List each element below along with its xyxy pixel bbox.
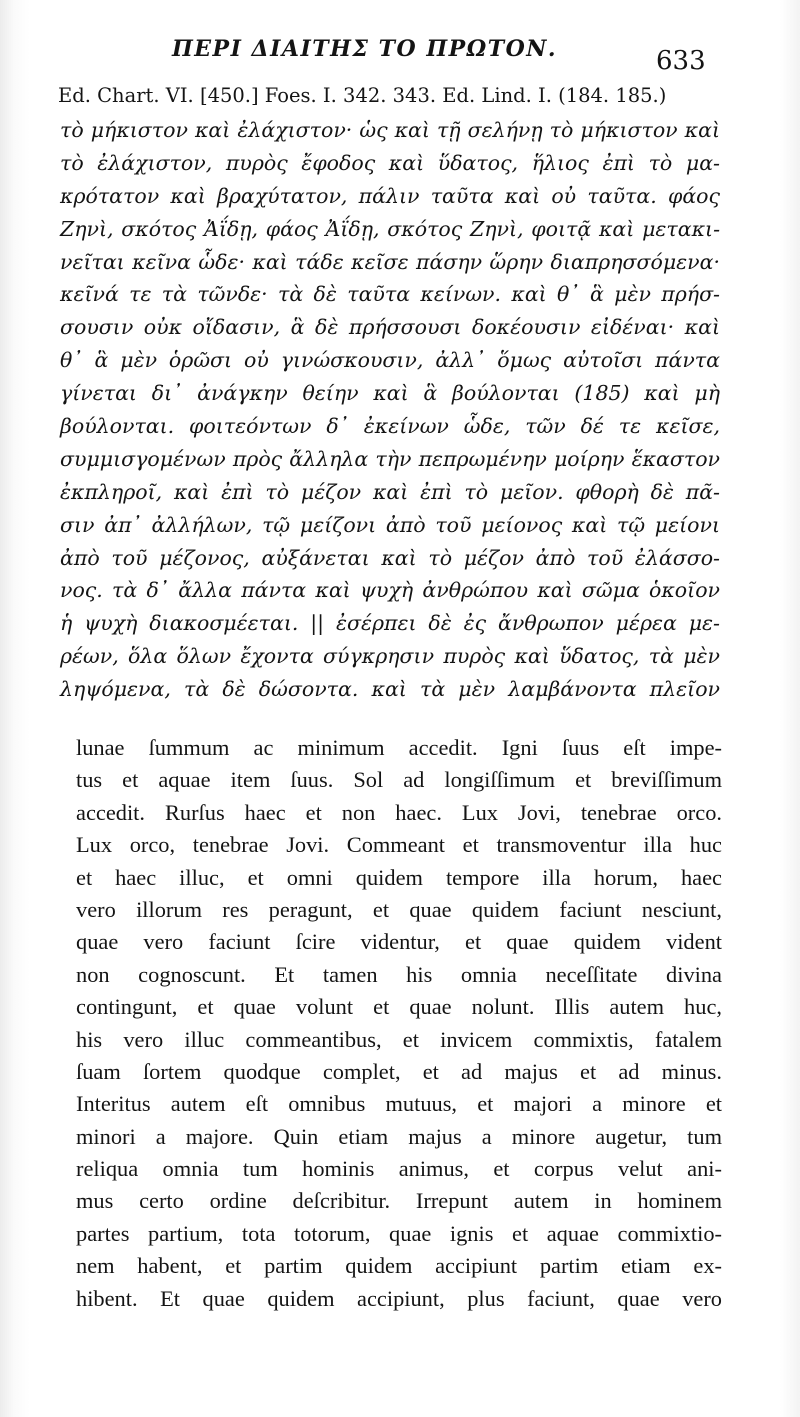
greek-text-line: ἡ ψυχὴ διακοσμέεται. || ἐσέρπει δὲ ἐς ἄνθρωπον μέρεα με-	[60, 611, 720, 636]
greek-text-line: σουσιν οὐκ οἴδασιν, ἃ δὲ πρήσσουσι δοκέουσιν εἰδέναι· καὶ	[60, 315, 720, 340]
latin-text-line: Lux orco, tenebrae Jovi. Commeant et transmoventur illa huc	[76, 832, 722, 858]
latin-text-line: ſuam ſortem quodque complet, et ad majus et ad minus.	[76, 1058, 722, 1084]
greek-text-line: ἐκπληροῖ, καὶ ἐπὶ τὸ μέζον καὶ ἐπὶ τὸ μεῖον. φθορὴ δὲ πᾶ-	[60, 479, 720, 504]
greek-text-line: ρέων, ὅλα ὅλων ἔχοντα σύγκρησιν πυρὸς καὶ ὕδατος, τὰ μὲν	[60, 644, 720, 669]
greek-text-line: ληψόμενα, τὰ δὲ δώσοντα. καὶ τὰ μὲν λαμβάνοντα πλεῖον	[60, 677, 720, 702]
greek-text-line: συμμισγομένων πρὸς ἄλληλα τὴν πεπρωμένην μοίρην ἕκαστον	[60, 446, 720, 471]
latin-text-line: contingunt, et quae volunt et quae nolunt. Illis autem huc,	[76, 994, 722, 1020]
greek-text-line: σιν ἀπ᾽ ἀλλήλων, τῷ μείζονι ἀπὸ τοῦ μείονος καὶ τῷ μείονι	[60, 512, 720, 537]
greek-text-line: θ᾽ ἃ μὲν ὁρῶσι οὐ γινώσκουσιν, ἀλλ᾽ ὅμως αὐτοῖσι πάντα	[60, 348, 720, 373]
greek-text-line: κεῖνά τε τὰ τῶνδε· τὰ δὲ ταῦτα κείνων. καὶ θ᾽ ἃ μὲν πρήσ-	[60, 282, 720, 307]
running-head: ΠΕΡΙ ΔΙΑΙΤΗΣ ΤΟ ΠΡΩΤΟΝ.	[172, 36, 558, 62]
greek-text-line: ἀπὸ τοῦ μέζονος, αὐξάνεται καὶ τὸ μέζον ἀπὸ τοῦ ἐλάσσο-	[60, 545, 720, 570]
greek-text-line: τὸ μήκιστον καὶ ἐλάχιστον· ὡς καὶ τῇ σελήνῃ τὸ μήκιστον καὶ	[60, 118, 720, 142]
latin-text-line: Interitus autem eſt omnibus mutuus, et majori a minore et	[76, 1091, 722, 1117]
latin-text-line: reliqua omnia tum hominis animus, et corpus velut ani-	[76, 1156, 722, 1182]
latin-translation-block	[76, 732, 722, 1315]
greek-text-line: κρότατον καὶ βραχύτατον, πάλιν ταῦτα καὶ οὐ ταῦτα. φάος	[60, 183, 720, 208]
greek-text-line: νεῖται κεῖνα ὧδε· καὶ τάδε κεῖσε πάσην ὥρην διαπρησσόμενα·	[60, 249, 720, 274]
page-number: 633	[656, 46, 706, 76]
greek-text-line: Ζηνὶ, σκότος Ἀΐδῃ, φάος Ἀΐδῃ, σκότος Ζηνὶ, φοιτᾷ καὶ μετακι-	[60, 216, 720, 241]
latin-text-line: hibent. Et quae quidem accipiunt, plus faciunt, quae vero	[76, 1285, 722, 1311]
greek-text-line: γίνεται δι᾽ ἀνάγκην θείην καὶ ἃ βούλονται (185) καὶ μὴ	[60, 381, 720, 406]
latin-text-line: non cognoscunt. Et tamen his omnia neceſſitate divina	[76, 961, 722, 987]
latin-text-line: tus et aquae item ſuus. Sol ad longiſſimum et breviſſimum	[76, 767, 722, 793]
latin-text-line: vero illorum res peragunt, et quae quidem faciunt nesciunt,	[76, 896, 722, 922]
greek-text-line: βούλονται. φοιτεόντων δ᾽ ἐκείνων ὧδε, τῶν δέ τε κεῖσε,	[60, 414, 720, 439]
greek-text-line: τὸ ἐλάχιστον, πυρὸς ἔφοδος καὶ ὕδατος, ἥλιος ἐπὶ τὸ μα-	[60, 150, 720, 175]
latin-text-line: et haec illuc, et omni quidem tempore illa horum, haec	[76, 864, 722, 890]
edition-reference-line: Ed. Chart. VI. [450.] Foes. I. 342. 343. Ed. Lind. I. (184. 185.)	[58, 84, 667, 107]
latin-text-line: mus certo ordine deſcribitur. Irrepunt autem in hominem	[76, 1188, 722, 1214]
latin-text-line: lunae ſummum ac minimum accedit. Igni ſuus eſt impe-	[76, 735, 722, 760]
latin-text-line: accedit. Rurſus haec et non haec. Lux Jovi, tenebrae orco.	[76, 799, 722, 825]
greek-text-line: νος. τὰ δ᾽ ἄλλα πάντα καὶ ψυχὴ ἀνθρώπου καὶ σῶμα ὁκοῖον	[60, 578, 720, 603]
latin-text-line: his vero illuc commeantibus, et invicem commixtis, fatalem	[76, 1026, 722, 1052]
latin-text-line: quae vero faciunt ſcire videntur, et quae quidem vident	[76, 929, 722, 955]
latin-text-line: nem habent, et partim quidem accipiunt partim etiam ex-	[76, 1253, 722, 1279]
latin-text-line: minori a majore. Quin etiam majus a minore augetur, tum	[76, 1123, 722, 1149]
latin-text-line: partes partium, tota totorum, quae ignis et aquae commixtio-	[76, 1220, 722, 1246]
greek-text-block	[60, 114, 720, 706]
